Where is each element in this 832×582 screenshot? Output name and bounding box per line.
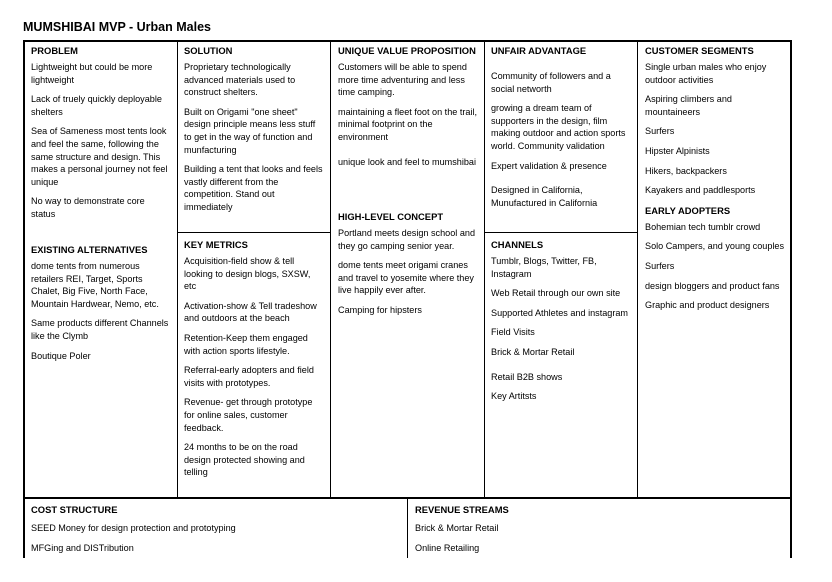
problem-item: Lightweight but could be more lightweight: [31, 62, 153, 85]
cost-structure-section: [31, 504, 401, 561]
concept-item: Portland meets design school and they go camping senior year.: [338, 228, 475, 251]
key-metrics-section: [184, 239, 324, 486]
advantage-item: Community of followers and a social networth: [491, 71, 611, 94]
uvp-heading: UNIQUE VALUE PROPOSITION: [338, 45, 476, 56]
early-adopter-item: Solo Campers, and young couples: [645, 241, 785, 252]
segment-item: Single urban males who enjoy outdoor activities: [645, 62, 767, 85]
divider-advantage-channels: [484, 232, 638, 233]
advantage-item: growing a dream team of supporters in the design, film making outdoor and action sports world. Community validation: [491, 103, 626, 151]
divider-cost-revenue: [407, 497, 408, 558]
unfair-advantage-heading: UNFAIR ADVANTAGE: [491, 45, 587, 56]
channel-item: Retail B2B shows: [491, 371, 563, 382]
segment-item: Hipster Alpinists: [645, 145, 710, 156]
alternative-item: Boutique Poler: [31, 350, 91, 361]
channels-section: [491, 239, 631, 410]
problem-item: No way to demonstrate core status: [31, 196, 145, 219]
early-adopter-item: Graphic and product designers: [645, 300, 770, 311]
advantage-item: Designed in California, Munufactured in California: [491, 185, 598, 208]
uvp-item: unique look and feel to mumshibai: [338, 156, 477, 167]
cost-item: SEED Money for design protection and prototyping: [31, 523, 236, 533]
key-metric-item: Revenue- get through prototype for online sales, customer feedback.: [184, 397, 313, 433]
channel-item: Key Artitsts: [491, 391, 537, 402]
key-metric-item: 24 months to be on the road design protected showing and telling: [184, 442, 305, 478]
problem-section: [31, 45, 171, 228]
early-adopters-heading: EARLY ADOPTERS: [645, 204, 731, 216]
segment-item: Aspiring climbers and mountaineers: [645, 94, 732, 117]
revenue-streams-heading: REVENUE STREAMS: [415, 504, 509, 515]
early-adopter-item: Surfers: [645, 260, 675, 271]
segment-item: Surfers: [645, 126, 675, 137]
segment-item: Kayakers and paddlesports: [645, 185, 756, 196]
concept-item: Camping for hipsters: [338, 304, 422, 315]
revenue-streams-section: [415, 504, 785, 561]
solution-item: Building a tent that looks and feels vastly different from the competition. Stand out immediately: [184, 164, 323, 212]
problem-heading: PROBLEM: [31, 45, 78, 56]
divider-solution-metrics: [177, 232, 331, 233]
top-border: [23, 40, 792, 42]
key-metric-item: Activation-show & Tell tradeshow and outdoors at the beach: [184, 300, 317, 324]
early-adopter-item: design bloggers and product fans: [645, 280, 780, 291]
key-metrics-heading: KEY METRICS: [184, 239, 248, 250]
uvp-item: maintaining a fleet foot on the trail, minimal footprint on the environment: [338, 106, 478, 142]
high-level-concept-heading: HIGH-LEVEL CONCEPT: [338, 211, 444, 222]
cost-item: MFGing and DISTribution: [31, 542, 134, 553]
alternative-item: dome tents from numerous retailers REI, Target, Sports Chalet, Big Five, North Face, Mountain Hardwear, Nemo, etc.: [31, 261, 159, 309]
customer-segments-heading: CUSTOMER SEGMENTS: [645, 45, 754, 56]
solution-item: Proprietary technologically advanced materials used to construct shelters.: [184, 62, 296, 98]
solution-item: Built on Origami "one sheet" design principle means less stuff to get in the way of function and munfacturing: [184, 106, 316, 155]
channels-heading: CHANNELS: [491, 239, 544, 250]
revenue-item: Online Retailing: [415, 542, 480, 553]
cost-structure-heading: COST STRUCTURE: [31, 504, 118, 515]
uvp-item: Customers will be able to spend more time adventuring and less time camping.: [338, 62, 467, 98]
key-metric-item: Acquisition-field show & tell looking to design blogs, SXSW, etc: [184, 256, 311, 292]
right-border: [790, 40, 792, 558]
divider-col-1: [177, 40, 178, 498]
channel-item: Tumblr, Blogs, Twitter, FB, Instagram: [491, 256, 597, 279]
existing-alternatives-heading: EXISTING ALTERNATIVES: [31, 244, 148, 255]
problem-item: Sea of Sameness most tents look and feel the same, following the same structure and design. This makes a personal journey not feel unique: [31, 126, 168, 187]
channel-item: Brick & Mortar Retail: [491, 346, 575, 357]
advantage-item: Expert validation & presence: [491, 160, 607, 171]
uvp-section: [338, 45, 478, 175]
concept-item: dome tents meet origami cranes and travel to yosemite where they live happily ever after.: [338, 260, 474, 296]
alternative-item: Same products different Channels like the Clymb: [31, 318, 169, 341]
left-border: [23, 40, 25, 558]
existing-alternatives-section: [31, 244, 171, 369]
channel-item: Supported Athletes and instagram: [491, 307, 629, 318]
channel-item: Web Retail through our own site: [491, 288, 621, 299]
divider-col-4: [637, 40, 638, 498]
divider-col-3: [484, 40, 485, 498]
solution-heading: SOLUTION: [184, 45, 233, 56]
revenue-item: Brick & Mortar Retail: [415, 523, 499, 533]
problem-item: Lack of truely quickly deployable shelters: [31, 94, 162, 117]
key-metric-item: Retention-Keep them engaged with action sports lifestyle.: [184, 332, 308, 356]
early-adopter-item: Bohemian tech tumblr crowd: [645, 221, 761, 232]
key-metric-item: Referral-early adopters and field visits with prototypes.: [184, 365, 314, 388]
high-level-concept-section: [338, 211, 478, 324]
solution-section: [184, 45, 324, 221]
page-title: MUMSHIBAI MVP - Urban Males: [23, 20, 211, 34]
unfair-advantage-section: [491, 45, 631, 216]
divider-col-2: [330, 40, 331, 498]
channel-item: Field Visits: [491, 327, 535, 338]
segment-item: Hikers, backpackers: [645, 165, 727, 176]
customer-segments-section: [645, 45, 785, 319]
